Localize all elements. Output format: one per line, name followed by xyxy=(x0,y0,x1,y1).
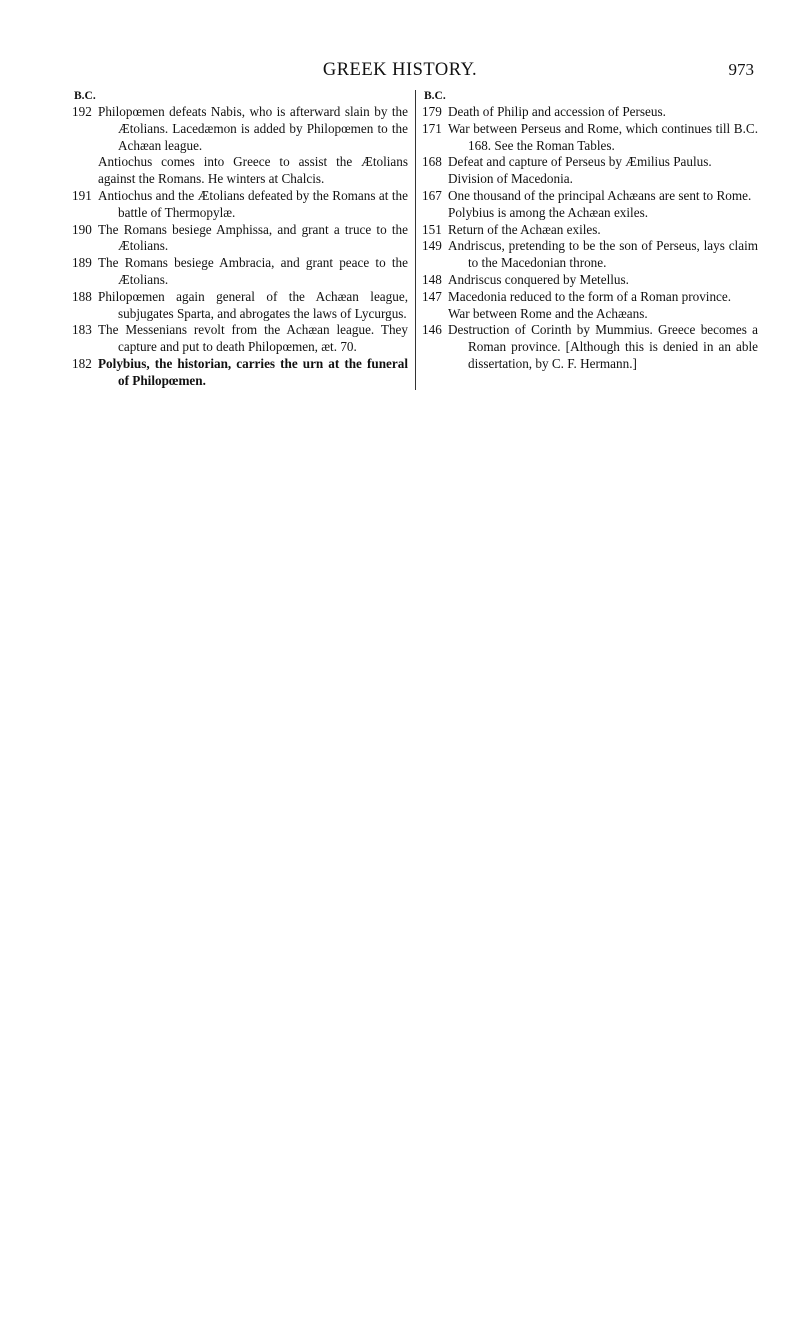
entry-year: 182 xyxy=(72,355,92,371)
timeline-entry xyxy=(422,154,758,171)
timeline-entry xyxy=(422,238,758,272)
timeline-entry xyxy=(72,322,408,356)
timeline-entry xyxy=(422,272,758,289)
entry-year: 179 xyxy=(422,104,442,119)
timeline-entry xyxy=(422,289,758,306)
entry-year: 191 xyxy=(72,187,92,203)
timeline-entry xyxy=(72,104,408,154)
timeline-entry xyxy=(422,121,758,155)
entry-text: Polybius is among the Achæan exiles. xyxy=(448,204,648,220)
entry-text: Macedonia reduced to the form of a Roman province. xyxy=(448,288,732,304)
entry-text: War between Rome and the Achæans. xyxy=(448,305,648,321)
timeline-entry xyxy=(422,188,758,205)
entry-text: Andriscus, pretending to be the son of Perseus, lays claim to the Macedonian throne. xyxy=(448,238,758,271)
left-column xyxy=(72,88,408,390)
timeline-entry xyxy=(422,171,758,188)
entry-year: 168 xyxy=(422,154,442,170)
entry-text: Philopœmen defeats Nabis, who is afterward slain by the Ætolians. Lacedæmon is added by Philopœmen to the Achæan league. xyxy=(98,104,408,153)
timeline-entry xyxy=(422,306,758,323)
entry-year: 146 xyxy=(422,322,442,338)
entry-text: Destruction of Corinth by Mummius. Greece becomes a Roman province. [Although this is denied in an able dissertation, by C. F. Hermann.] xyxy=(448,322,758,371)
entry-year: 167 xyxy=(422,187,442,203)
entry-text: One thousand of the principal Achæans are sent to Rome. xyxy=(448,187,752,203)
timeline-entry xyxy=(422,322,758,372)
timeline-entry xyxy=(422,205,758,222)
entry-text: Death of Philip and accession of Perseus. xyxy=(448,104,666,119)
page-title: GREEK HISTORY. xyxy=(322,60,478,80)
entry-text: Philopœmen again general of the Achæan league, subjugates Sparta, and abrogates the laws of Lycurgus. xyxy=(98,288,408,321)
entry-year: 149 xyxy=(422,238,442,254)
timeline-entry xyxy=(72,356,408,390)
timeline-entry xyxy=(72,154,408,188)
entry-year: 148 xyxy=(422,271,442,287)
entry-text: The Messenians revolt from the Achæan league. They capture and put to death Philopœmen, æt. 70. xyxy=(98,322,408,355)
entry-text: Antiochus comes into Greece to assist the Ætolians against the Romans. He winters at Chalcis. xyxy=(98,154,408,187)
entry-text: Division of Macedonia. xyxy=(448,171,573,187)
entry-year: 147 xyxy=(422,288,442,304)
timeline-entry xyxy=(72,289,408,323)
entry-year: 190 xyxy=(72,221,92,237)
right-entries xyxy=(422,104,758,373)
entry-year: 192 xyxy=(72,104,92,119)
entry-year: 171 xyxy=(422,120,442,136)
entry-year: 189 xyxy=(72,255,92,271)
right-column xyxy=(422,88,758,373)
entry-year: 183 xyxy=(72,322,92,338)
page-header xyxy=(0,60,800,84)
entry-text: War between Perseus and Rome, which continues till B.C. 168. See the Roman Tables. xyxy=(448,120,758,153)
entry-text: Andriscus conquered by Metellus. xyxy=(448,271,629,287)
timeline-entry xyxy=(72,188,408,222)
entry-text: The Romans besiege Amphissa, and grant a truce to the Ætolians. xyxy=(98,221,408,254)
timeline-entry xyxy=(422,104,758,121)
entry-text: The Romans besiege Ambracia, and grant peace to the Ætolians. xyxy=(98,255,408,287)
timeline-entry xyxy=(72,222,408,256)
page-number: 973 xyxy=(728,60,754,79)
left-entries xyxy=(72,104,408,390)
bc-label: B.C. xyxy=(424,90,446,102)
timeline-entry xyxy=(422,222,758,239)
timeline-entry xyxy=(72,255,408,289)
entry-year: 151 xyxy=(422,221,442,237)
entry-text: Polybius, the historian, carries the urn at the funeral of Philopœmen. xyxy=(98,355,408,388)
bc-label: B.C. xyxy=(74,90,96,102)
entry-text: Defeat and capture of Perseus by Æmilius Paulus. xyxy=(448,154,712,170)
column-divider xyxy=(415,90,416,390)
entry-text: Return of the Achæan exiles. xyxy=(448,221,601,237)
entry-text: Antiochus and the Ætolians defeated by the Romans at the battle of Thermopylæ. xyxy=(98,187,408,220)
entry-year: 188 xyxy=(72,288,92,304)
